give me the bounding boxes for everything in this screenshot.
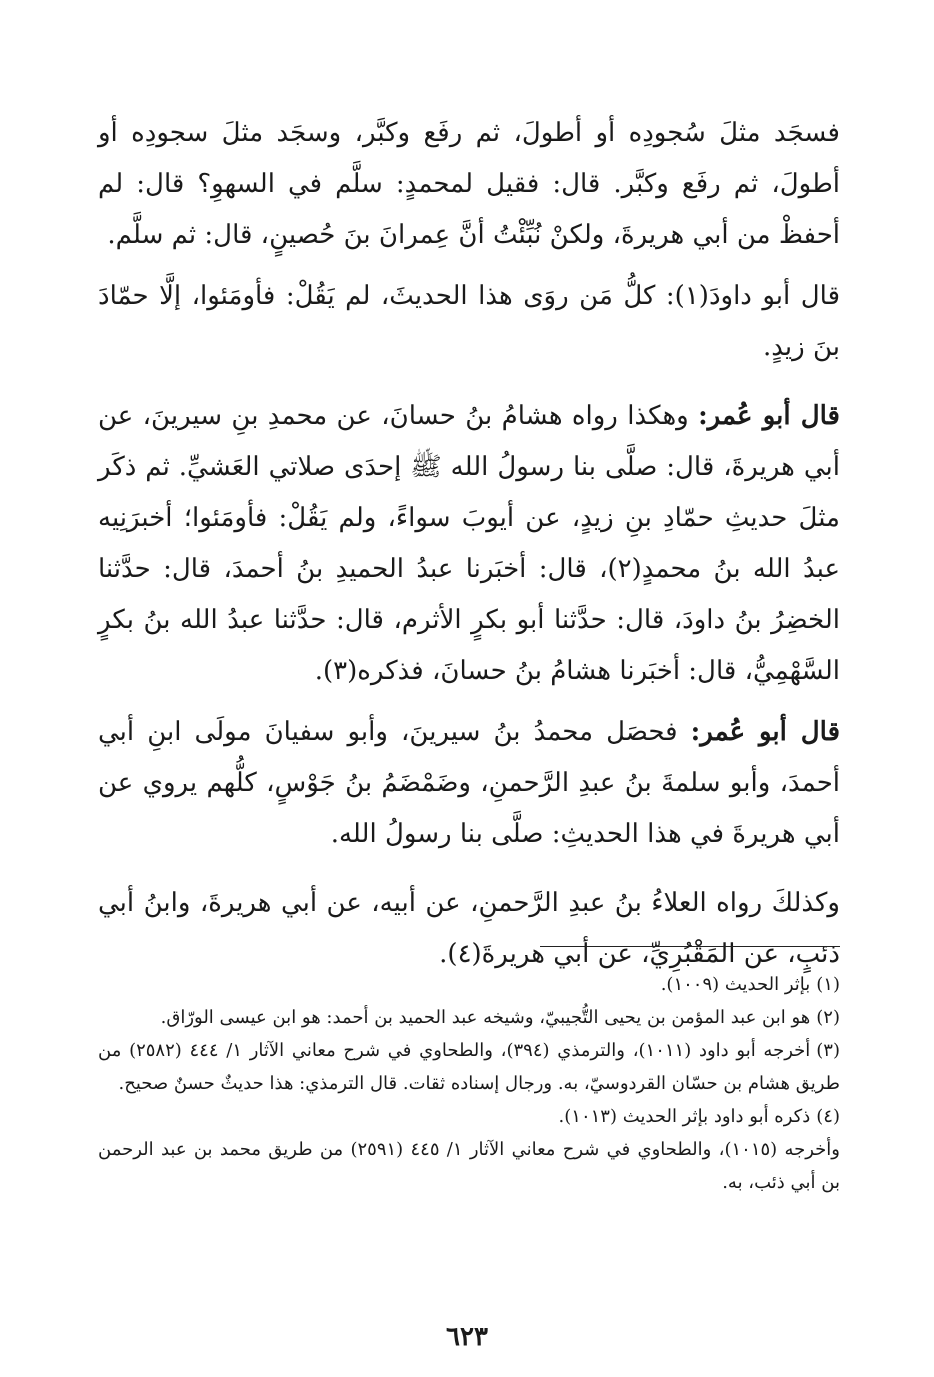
paragraph-1: فسجَد مثلَ سُجودِه أو أطولَ، ثم رفَع وكبَّر، وسجَد مثلَ سجودِه أو أطولَ، ثم رفَع وكبَّر. قال: فقيل لمحمدٍ: سلَّم في السهوِ؟ قال: لم أحفظْ من أبي هريرةَ، ولكنْ نُبِّئْتُ أنَّ عِمرانَ بنَ حُصينٍ، قال: ثم سلَّم. xyxy=(98,118,840,250)
speaker-label: قال أبو عُمر: xyxy=(698,401,840,431)
footnote-4-continued xyxy=(98,1133,840,1199)
footnote-text: وأخرجه (١٠١٥)، والطحاوي في شرح معاني الآثار ١/ ٤٤٥ (٢٥٩١) من طريق محمد بن عبد الرحمن بن أبي ذئب، به. xyxy=(98,1139,840,1193)
paragraph-2: قال أبو داودَ(١): كلُّ مَن روَى هذا الحديثَ، لم يَقُلْ: فأومَئوا، إلَّا حمّادَ بنَ زيدٍ. xyxy=(98,281,840,362)
paragraph-5: وكذلكَ رواه العلاءُ بنُ عبدِ الرَّحمنِ، عن أبيه، عن أبي هريرةَ، وابنُ أبي ذئبٍ، عن المَقْبُرِيِّ، عن أبي هريرةَ(٤). xyxy=(98,888,840,969)
footnote-number: (٢) xyxy=(816,1007,840,1028)
footnote-2 xyxy=(98,1001,840,1034)
footnote-text: ذكره أبو داود بإثر الحديث (١٠١٣). xyxy=(558,1106,811,1127)
footnote-text: أخرجه أبو داود (١٠١١)، والترمذي (٣٩٤)، والطحاوي في شرح معاني الآثار ١/ ٤٤٤ (٢٥٨٢) من طريق هشام بن حسّان القردوسيّ، به. ورجال إسناده ثقات. قال الترمذي: هذا حديثٌ حسنٌ صحيح. xyxy=(98,1040,840,1094)
footnote-1 xyxy=(98,968,840,1001)
footnote-number: (٤) xyxy=(816,1106,840,1127)
footnote-divider xyxy=(540,946,840,947)
paragraph-3 xyxy=(98,391,840,697)
footnote-number: (٣) xyxy=(816,1040,840,1061)
main-text xyxy=(98,108,840,980)
footnote-text: بإثر الحديث (١٠٠٩). xyxy=(660,974,811,995)
footnote-number: (١) xyxy=(816,974,840,995)
speaker-label: قال أبو عُمر: xyxy=(690,717,840,747)
footnote-3 xyxy=(98,1034,840,1100)
page-number: ٦٢٣ xyxy=(446,1322,488,1352)
paragraph-3-text: وهكذا رواه هشامُ بنُ حسانَ، عن محمدِ بنِ سيرينَ، عن أبي هريرةَ، قال: صلَّى بنا رسولُ الله ﷺ إحدَى صلاتي العَشيِّ. ثم ذكَر مثلَ حديثِ حمّادِ بنِ زيدٍ، عن أيوبَ سواءً، ولم يَقُلْ: فأومَئوا؛ أخبرَنِيه عبدُ الله بنُ محمدٍ(٢)، قال: أخبَرنا عبدُ الحميدِ بنُ أحمدَ، قال: حدَّثنا الخضِرُ بنُ داودَ، قال: حدَّثنا أبو بكرٍ الأثرم، قال: حدَّثنا عبدُ الله بنُ بكرٍ السَّهْمِيُّ، قال: أخبَرنا هشامُ بنُ حسانَ، فذكره(٣). xyxy=(98,401,840,686)
footnote-4 xyxy=(98,1100,840,1133)
footnote-text: هو ابن عبد المؤمن بن يحيى التُّجيبيّ، وشيخه عبد الحميد بن أحمد: هو ابن عيسى الورّاق. xyxy=(160,1007,811,1028)
paragraph-4-text: فحصَل محمدُ بنُ سيرينَ، وأبو سفيانَ مولَى ابنِ أبي أحمدَ، وأبو سلمةَ بنُ عبدِ الرَّحمنِ، وضَمْضَمُ بنُ جَوْسٍ، كلُّهم يروي عن أبي هريرةَ في هذا الحديثِ: صلَّى بنا رسولُ الله. xyxy=(98,717,840,849)
footnotes xyxy=(98,968,840,1199)
paragraph-4 xyxy=(98,707,840,860)
